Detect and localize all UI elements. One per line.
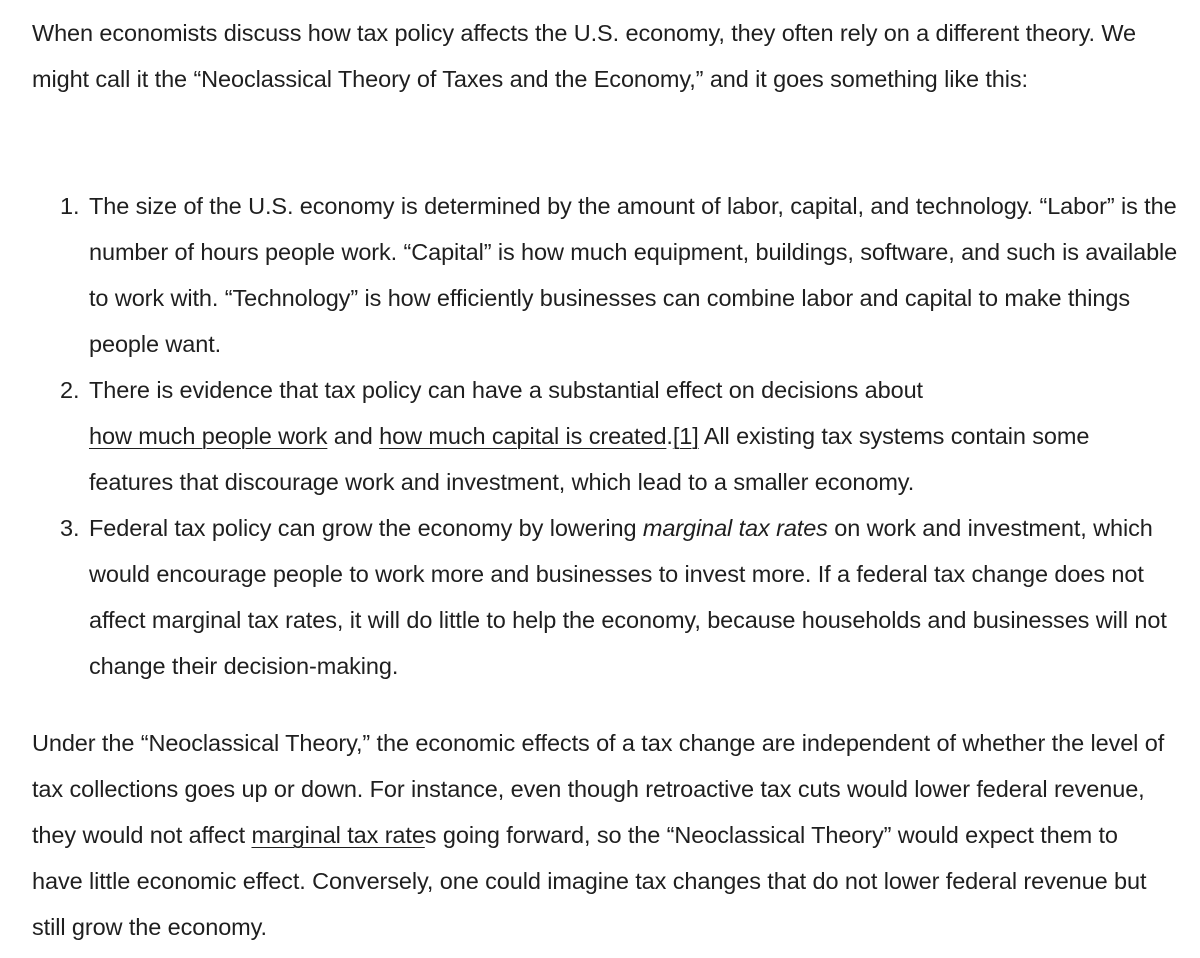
conclusion-paragraph [32,720,1172,950]
list-number-2: 2. [60,377,80,403]
intro-paragraph [32,10,1172,102]
theory-points-list [60,183,1179,689]
list-item-1 [60,183,1179,367]
point-3-text-before: Federal tax policy can grow the economy by lowering [89,515,643,541]
footnote-1-link[interactable]: [1] [672,423,699,449]
point-3-text-after: on work and investment, which would encourage people to work more and businesses to invest more. If a federal tax change does not affect marginal tax rates, it will do little to help the economy, because households and businesses will not change their decision-making. [89,515,1167,679]
list-item-2 [60,367,1179,505]
point-2-text-and: and [327,423,380,449]
conclusion-text-after: s going forward, so the “Neoclassical Theory” would expect them to have little economic effect. Conversely, one could imagine tax changes that do not lower federal revenue but still grow the economy. [32,822,1147,940]
point-2-period: . [666,423,673,449]
intro-text: When economists discuss how tax policy affects the U.S. economy, they often rely on a different theory. We might call it the “Neoclassical Theory of Taxes and the Economy,” and it goes something like this: [32,20,1137,92]
how-much-capital-link[interactable]: how much capital is created [379,423,667,449]
point-1-text: The size of the U.S. economy is determined by the amount of labor, capital, and technology. “Labor” is the number of hours people work. “Capital” is how much equipment, buildings, software, and such is available to work with. “Technology” is how efficiently businesses can combine labor and capital to make things people want. [89,193,1178,357]
list-number-1: 1. [60,193,80,219]
list-item-3 [60,505,1179,689]
marginal-tax-rates-emphasis: marginal tax rates [642,515,828,541]
conclusion-text-before: Under the “Neoclassical Theory,” the economic effects of a tax change are independent of whether the level of tax collections goes up or down. For instance, even though retroactive tax cuts would lower federal revenue, they would not affect [32,730,1165,848]
point-2-text-before: There is evidence that tax policy can have a substantial effect on decisions about [89,377,923,403]
list-number-3: 3. [60,515,80,541]
point-2-text-after: All existing tax systems contain some features that discourage work and investment, which lead to a smaller economy. [89,423,1090,495]
how-much-people-work-link[interactable]: how much people work [89,423,328,449]
marginal-tax-rate-link[interactable]: marginal tax rate [251,822,425,848]
